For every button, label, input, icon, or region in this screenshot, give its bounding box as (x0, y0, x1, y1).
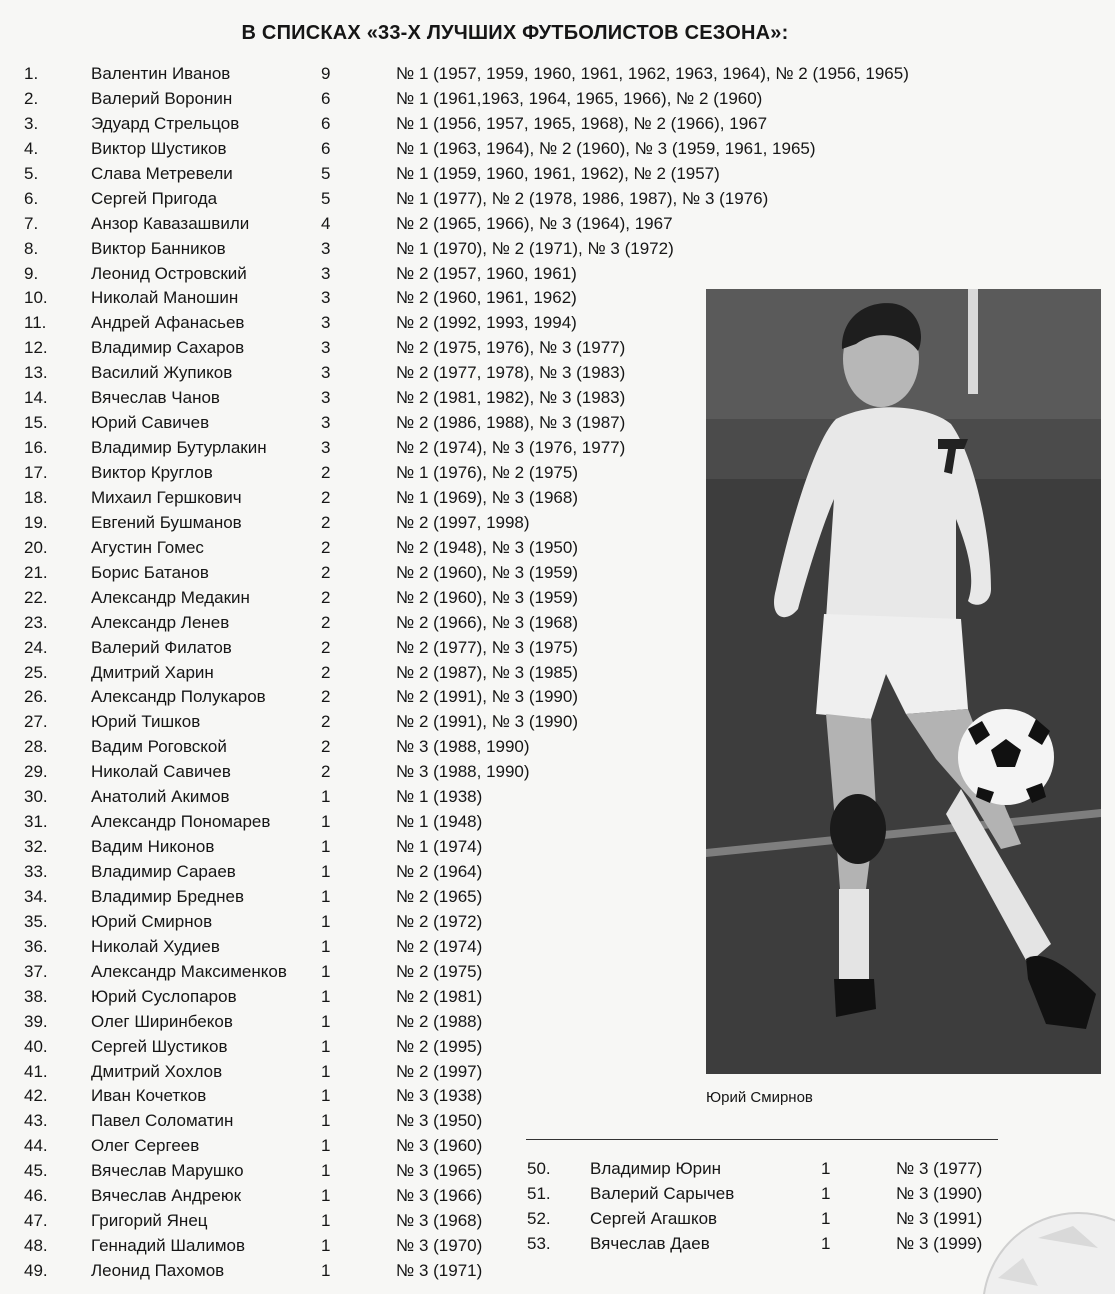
player-number: 18. (24, 487, 48, 507)
selection-count: 3 (321, 413, 331, 433)
selection-count: 1 (321, 1211, 331, 1231)
player-number: 39. (24, 1011, 48, 1031)
selection-count: 3 (321, 438, 331, 458)
selection-details: № 2 (1974), № 3 (1976, 1977) (396, 438, 626, 458)
player-number: 15. (24, 413, 48, 433)
selection-details: № 2 (1972) (396, 911, 483, 931)
player-row (0, 1157, 1000, 1182)
player-number: 40. (24, 1036, 48, 1056)
player-row (0, 187, 1000, 212)
player-number: 35. (24, 911, 48, 931)
selection-count: 1 (321, 886, 331, 906)
selection-count: 1 (321, 911, 331, 931)
player-name: Виктор Банников (91, 238, 226, 258)
player-name: Юрий Смирнов (91, 911, 213, 931)
player-name: Михаил Гершкович (91, 487, 242, 507)
selection-details: № 1 (1938) (396, 787, 483, 807)
selection-details: № 1 (1959, 1960, 1961, 1962), № 2 (1957) (396, 163, 720, 183)
player-name: Анатолий Акимов (91, 787, 230, 807)
selection-count: 9 (321, 64, 331, 83)
player-name: Виктор Круглов (91, 463, 213, 482)
selection-count: 1 (321, 1011, 331, 1031)
selection-count: 2 (321, 512, 331, 532)
selection-count: 1 (321, 837, 331, 857)
player-row (0, 1259, 1000, 1284)
player-number: 32. (24, 837, 48, 857)
selection-details: № 1 (1956, 1957, 1965, 1968), № 2 (1966), 1967 (396, 113, 768, 133)
player-name: Александр Ленев (91, 612, 230, 632)
selection-details: № 1 (1963, 1964), № 2 (1960), № 3 (1959, 1961, 1965) (396, 138, 816, 158)
selection-details: № 1 (1977), № 2 (1978, 1986, 1987), № 3 (1976) (396, 188, 769, 208)
selection-details: № 1 (1974) (396, 837, 483, 857)
player-number: 47. (24, 1211, 48, 1231)
selection-count: 3 (321, 388, 331, 408)
selection-details: № 2 (1991), № 3 (1990) (396, 712, 579, 732)
player-name: Василий Жупиков (91, 363, 233, 383)
player-number: 28. (24, 737, 48, 757)
players-list-continued (0, 1157, 1000, 1257)
player-name: Андрей Афанасьев (91, 313, 245, 333)
selection-details: № 3 (1977) (896, 1159, 983, 1178)
selection-count: 1 (821, 1209, 831, 1228)
player-name: Николай Худиев (91, 936, 220, 956)
selection-details: № 1 (1970), № 2 (1971), № 3 (1972) (396, 238, 674, 258)
player-name: Вадим Никонов (91, 837, 215, 857)
player-number: 26. (24, 687, 48, 707)
player-row (0, 1207, 1000, 1232)
player-name: Леонид Пахомов (91, 1261, 225, 1280)
player-name: Юрий Тишков (91, 712, 201, 732)
selection-details: № 1 (1957, 1959, 1960, 1961, 1962, 1963, 1964), № 2 (1956, 1965) (396, 64, 909, 83)
player-row (0, 62, 1000, 87)
selection-details: № 2 (1948), № 3 (1950) (396, 537, 579, 557)
selection-details: № 2 (1964) (396, 862, 483, 881)
player-number: 30. (24, 787, 48, 807)
selection-count: 1 (321, 1136, 331, 1156)
selection-count: 2 (321, 712, 331, 732)
selection-count: 2 (321, 487, 331, 507)
player-row (0, 112, 1000, 137)
selection-details: № 2 (1986, 1988), № 3 (1987) (396, 413, 626, 433)
player-number: 52. (527, 1209, 551, 1228)
selection-details: № 3 (1950) (396, 1111, 483, 1131)
photo-illustration (706, 289, 1101, 1074)
player-number: 3. (24, 113, 39, 133)
player-name: Валерий Воронин (91, 88, 233, 108)
player-number: 13. (24, 363, 48, 383)
player-number: 16. (24, 438, 48, 458)
selection-count: 3 (321, 238, 331, 258)
selection-count: 3 (321, 338, 331, 358)
player-name: Дмитрий Хохлов (91, 1061, 223, 1081)
player-row (0, 162, 1000, 187)
section-divider (526, 1139, 998, 1140)
player-row (0, 212, 1000, 237)
selection-details: № 2 (1997, 1998) (396, 512, 530, 532)
selection-details: № 2 (1965, 1966), № 3 (1964), 1967 (396, 213, 673, 233)
selection-details: № 1 (1969), № 3 (1968) (396, 487, 579, 507)
selection-details: № 3 (1966) (396, 1186, 483, 1206)
selection-count: 3 (321, 363, 331, 383)
selection-details: № 1 (1961,1963, 1964, 1965, 1966), № 2 (1960) (396, 88, 763, 108)
player-name: Борис Батанов (91, 562, 209, 582)
player-number: 46. (24, 1186, 48, 1206)
player-row (0, 1084, 1000, 1109)
soccer-ball-icon (978, 1208, 1115, 1294)
player-name: Владимир Юрин (590, 1159, 722, 1178)
player-name: Вячеслав Даев (590, 1234, 710, 1253)
selection-details: № 2 (1957, 1960, 1961) (396, 263, 577, 283)
selection-count: 2 (321, 562, 331, 582)
soccer-ball-decoration (978, 1208, 1115, 1294)
player-number: 7. (24, 213, 39, 233)
player-row (0, 1182, 1000, 1207)
photo-caption: Юрий Смирнов (706, 1089, 813, 1106)
player-number: 48. (24, 1236, 48, 1256)
selection-count: 1 (321, 787, 331, 807)
player-name: Евгений Бушманов (91, 512, 242, 532)
player-number: 24. (24, 637, 48, 657)
player-name: Николай Маношин (91, 288, 239, 308)
page-title: В СПИСКАХ «33-Х ЛУЧШИХ ФУТБОЛИСТОВ СЕЗОНА»: (241, 22, 789, 44)
player-name: Владимир Сараев (91, 862, 236, 881)
selection-count: 2 (321, 637, 331, 657)
player-name: Юрий Суслопаров (91, 986, 237, 1006)
selection-count: 2 (321, 587, 331, 607)
selection-details: № 2 (1975, 1976), № 3 (1977) (396, 338, 626, 358)
selection-count: 6 (321, 138, 331, 158)
player-photo (706, 289, 1101, 1074)
player-number: 43. (24, 1111, 48, 1131)
selection-details: № 3 (1970) (396, 1236, 483, 1256)
selection-details: № 2 (1977, 1978), № 3 (1983) (396, 363, 626, 383)
player-number: 17. (24, 463, 48, 482)
selection-details: № 2 (1995) (396, 1036, 483, 1056)
player-number: 42. (24, 1086, 48, 1106)
player-name: Олег Ширинбеков (91, 1011, 233, 1031)
selection-count: 6 (321, 113, 331, 133)
selection-details: № 3 (1999) (896, 1234, 983, 1253)
selection-details: № 2 (1992, 1993, 1994) (396, 313, 577, 333)
player-name: Иван Кочетков (91, 1086, 207, 1106)
player-number: 34. (24, 886, 48, 906)
player-name: Вячеслав Чанов (91, 388, 220, 408)
player-number: 41. (24, 1061, 48, 1081)
selection-count: 1 (321, 961, 331, 981)
player-row (0, 1109, 1000, 1134)
selection-count: 3 (321, 313, 331, 333)
selection-details: № 2 (1974) (396, 936, 483, 956)
selection-details: № 3 (1991) (896, 1209, 983, 1228)
player-name: Олег Сергеев (91, 1136, 200, 1156)
player-name: Владимир Сахаров (91, 338, 245, 358)
selection-details: № 3 (1971) (396, 1261, 483, 1280)
player-name: Леонид Островский (91, 263, 247, 283)
selection-count: 6 (321, 88, 331, 108)
player-number: 12. (24, 338, 48, 358)
player-number: 22. (24, 587, 48, 607)
selection-details: № 3 (1990) (896, 1184, 983, 1203)
selection-count: 5 (321, 188, 331, 208)
player-number: 36. (24, 936, 48, 956)
selection-count: 1 (321, 1261, 331, 1280)
player-name: Владимир Бреднев (91, 886, 244, 906)
player-number: 37. (24, 961, 48, 981)
player-row (0, 237, 1000, 262)
selection-details: № 2 (1965) (396, 886, 483, 906)
selection-count: 1 (321, 862, 331, 881)
player-number: 23. (24, 612, 48, 632)
player-name: Агустин Гомес (91, 537, 204, 557)
selection-count: 1 (321, 1086, 331, 1106)
selection-details: № 3 (1960) (396, 1136, 483, 1156)
player-number: 19. (24, 512, 48, 532)
selection-count: 3 (321, 288, 331, 308)
selection-details: № 3 (1965) (396, 1161, 483, 1181)
selection-count: 1 (321, 1036, 331, 1056)
player-name: Вячеслав Андреюк (91, 1186, 242, 1206)
player-name: Дмитрий Харин (91, 662, 214, 682)
player-number: 4. (24, 138, 39, 158)
selection-count: 4 (321, 213, 331, 233)
player-number: 8. (24, 238, 39, 258)
selection-count: 2 (321, 463, 331, 482)
selection-details: № 2 (1981, 1982), № 3 (1983) (396, 388, 626, 408)
selection-details: № 3 (1938) (396, 1086, 483, 1106)
player-row (0, 1232, 1000, 1257)
player-number: 38. (24, 986, 48, 1006)
selection-count: 2 (321, 687, 331, 707)
player-name: Геннадий Шалимов (91, 1236, 246, 1256)
player-name: Валерий Сарычев (590, 1184, 735, 1203)
selection-details: № 2 (1975) (396, 961, 483, 981)
player-number: 5. (24, 163, 39, 183)
selection-details: № 2 (1997) (396, 1061, 483, 1081)
selection-count: 2 (321, 737, 331, 757)
selection-count: 2 (321, 612, 331, 632)
player-number: 10. (24, 288, 48, 308)
selection-details: № 1 (1948) (396, 812, 483, 832)
selection-count: 1 (321, 1236, 331, 1256)
player-name: Александр Медакин (91, 587, 250, 607)
player-number: 44. (24, 1136, 48, 1156)
selection-details: № 2 (1991), № 3 (1990) (396, 687, 579, 707)
player-number: 2. (24, 88, 39, 108)
selection-count: 1 (321, 812, 331, 832)
player-number: 6. (24, 188, 39, 208)
selection-details: № 3 (1988, 1990) (396, 737, 530, 757)
player-name: Слава Метревели (91, 163, 233, 183)
selection-details: № 2 (1981) (396, 986, 483, 1006)
selection-count: 3 (321, 263, 331, 283)
player-row (0, 137, 1000, 162)
selection-details: № 2 (1960), № 3 (1959) (396, 587, 579, 607)
selection-count: 2 (321, 662, 331, 682)
selection-details: № 2 (1960, 1961, 1962) (396, 288, 577, 308)
player-name: Сергей Шустиков (91, 1036, 228, 1056)
player-number: 21. (24, 562, 48, 582)
player-name: Валентин Иванов (91, 64, 231, 83)
selection-count: 2 (321, 762, 331, 782)
player-number: 27. (24, 712, 48, 732)
player-name: Юрий Савичев (91, 413, 210, 433)
player-number: 31. (24, 812, 48, 832)
player-number: 51. (527, 1184, 551, 1203)
player-number: 50. (527, 1159, 551, 1178)
selection-details: № 3 (1968) (396, 1211, 483, 1231)
player-name: Сергей Пригода (91, 188, 218, 208)
player-name: Александр Полукаров (91, 687, 266, 707)
player-number: 14. (24, 388, 48, 408)
selection-count: 1 (821, 1159, 831, 1178)
player-name: Валерий Филатов (91, 637, 232, 657)
player-number: 25. (24, 662, 48, 682)
selection-count: 1 (321, 1186, 331, 1206)
selection-count: 1 (321, 1061, 331, 1081)
selection-count: 1 (821, 1234, 831, 1253)
selection-details: № 2 (1988) (396, 1011, 483, 1031)
player-number: 11. (24, 313, 47, 333)
player-name: Павел Соломатин (91, 1111, 234, 1131)
selection-details: № 2 (1977), № 3 (1975) (396, 637, 579, 657)
selection-count: 1 (321, 1161, 331, 1181)
selection-details: № 1 (1976), № 2 (1975) (396, 463, 579, 482)
selection-details: № 2 (1966), № 3 (1968) (396, 612, 579, 632)
player-number: 20. (24, 537, 48, 557)
player-name: Сергей Агашков (590, 1209, 718, 1228)
selection-count: 1 (321, 986, 331, 1006)
selection-details: № 2 (1987), № 3 (1985) (396, 662, 579, 682)
selection-details: № 3 (1988, 1990) (396, 762, 530, 782)
player-name: Александр Пономарев (91, 812, 271, 832)
player-name: Виктор Шустиков (91, 138, 227, 158)
player-number: 49. (24, 1261, 48, 1280)
player-name: Николай Савичев (91, 762, 231, 782)
player-name: Вадим Роговской (91, 737, 227, 757)
player-name: Вячеслав Марушко (91, 1161, 244, 1181)
player-number: 45. (24, 1161, 48, 1181)
player-name: Эдуард Стрельцов (91, 113, 240, 133)
player-name: Александр Максименков (91, 961, 287, 981)
selection-details: № 2 (1960), № 3 (1959) (396, 562, 579, 582)
selection-count: 1 (321, 1111, 331, 1131)
player-name: Владимир Бутурлакин (91, 438, 267, 458)
player-number: 53. (527, 1234, 551, 1253)
player-row (0, 87, 1000, 112)
selection-count: 5 (321, 163, 331, 183)
player-number: 33. (24, 862, 48, 881)
player-number: 29. (24, 762, 48, 782)
selection-count: 1 (821, 1184, 831, 1203)
selection-count: 2 (321, 537, 331, 557)
player-name: Григорий Янец (91, 1211, 208, 1231)
player-row (0, 262, 1000, 287)
player-number: 1. (24, 64, 39, 83)
player-number: 9. (24, 263, 39, 283)
player-name: Анзор Кавазашвили (91, 213, 250, 233)
selection-count: 1 (321, 936, 331, 956)
